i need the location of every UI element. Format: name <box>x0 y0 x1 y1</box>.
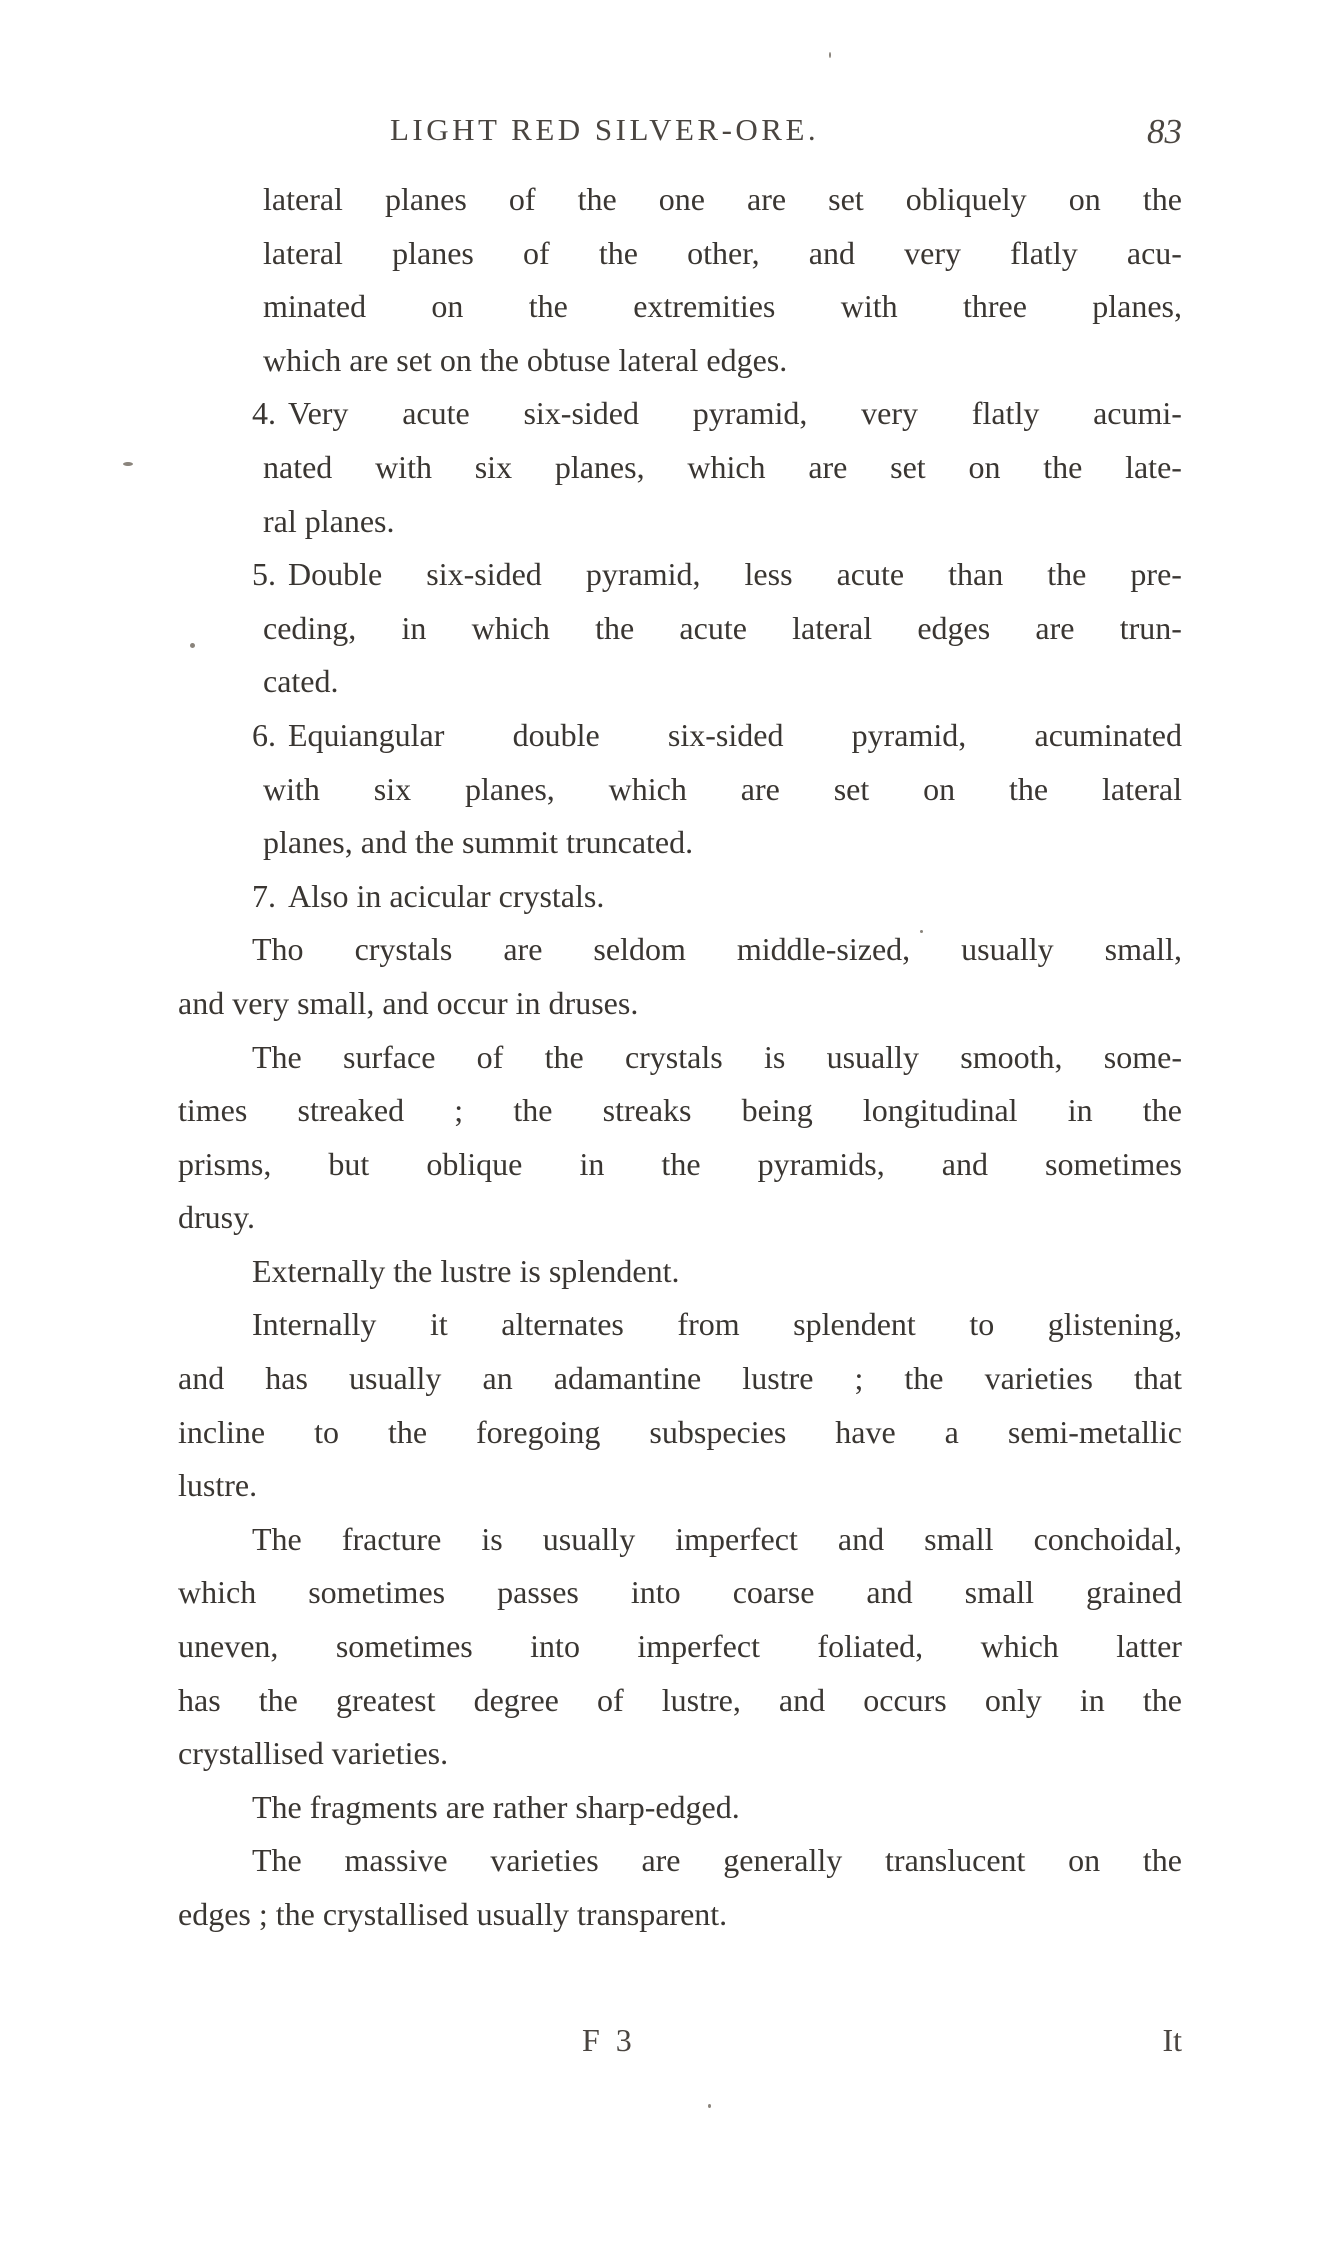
line-text: drusy. <box>178 1199 256 1236</box>
text-line <box>178 548 1182 602</box>
line-text: times streaked ; the streaks being longitudinal in the <box>178 1092 1182 1129</box>
text-line <box>178 1566 1182 1620</box>
text-line <box>178 1298 1182 1352</box>
text-line <box>178 441 1182 495</box>
text-line <box>178 495 1182 549</box>
line-text: lateral planes of the other, and very flatly acu- <box>263 234 1182 271</box>
catchword: It <box>1162 2022 1182 2058</box>
line-text: which sometimes passes into coarse and small grained <box>178 1574 1182 1611</box>
line-text: cated. <box>263 663 339 700</box>
line-text: lustre. <box>178 1467 258 1504</box>
text-line <box>178 709 1182 763</box>
text-line <box>178 1406 1182 1460</box>
line-text: ral planes. <box>263 502 395 539</box>
line-text: Very acute six-sided pyramid, very flatly acumi- <box>288 395 1182 432</box>
text-line <box>178 655 1182 709</box>
line-text: Internally it alternates from splendent to glistening, <box>252 1306 1182 1343</box>
text-line <box>178 173 1182 227</box>
text-line <box>178 227 1182 281</box>
running-title: LIGHT RED SILVER-ORE. <box>390 112 820 147</box>
text-line <box>178 977 1182 1031</box>
ink-speck <box>190 643 195 648</box>
page-footer <box>582 2022 1182 2072</box>
text-line <box>178 1352 1182 1406</box>
text-line <box>178 1191 1182 1245</box>
text-line <box>178 923 1182 977</box>
text-line <box>178 1138 1182 1192</box>
text-line <box>178 1513 1182 1567</box>
line-text: Equiangular double six-sided pyramid, acuminated <box>288 716 1182 753</box>
line-text: nated with six planes, which are set on the late- <box>263 448 1182 485</box>
line-text: uneven, sometimes into imperfect foliated, which latter <box>178 1628 1182 1665</box>
text-line <box>178 870 1182 924</box>
text-line <box>178 1674 1182 1728</box>
body-text <box>178 173 1182 1942</box>
page-number: 83 <box>1147 112 1182 151</box>
line-text: edges ; the crystallised usually transparent. <box>178 1896 728 1932</box>
line-text: The fragments are rather sharp-edged. <box>252 1788 740 1825</box>
line-text: prisms, but oblique in the pyramids, and sometimes <box>178 1145 1182 1182</box>
text-line <box>178 1620 1182 1674</box>
line-text: minated on the extremities with three planes, <box>263 288 1182 325</box>
text-line <box>178 1084 1182 1138</box>
line-text: lateral planes of the one are set obliquely on the <box>263 181 1182 217</box>
line-text: and has usually an adamantine lustre ; the varieties that <box>178 1360 1182 1397</box>
line-text: ceding, in which the acute lateral edges are trun- <box>263 609 1182 646</box>
line-text: has the greatest degree of lustre, and occurs only in the <box>178 1681 1182 1718</box>
text-line <box>178 334 1182 388</box>
item-number: 5. <box>252 556 276 593</box>
line-text: Double six-sided pyramid, less acute than the pre- <box>288 556 1182 593</box>
text-line <box>178 1781 1182 1835</box>
line-text: The fracture is usually imperfect and small conchoidal, <box>252 1520 1182 1557</box>
line-text: The surface of the crystals is usually smooth, some- <box>252 1038 1182 1075</box>
item-number: 6. <box>252 716 276 753</box>
line-text: which are set on the obtuse lateral edges. <box>263 341 788 378</box>
ink-speck <box>123 462 133 466</box>
item-number: 4. <box>252 395 276 432</box>
line-text: crystallised varieties. <box>178 1735 449 1772</box>
text-line <box>178 1727 1182 1781</box>
line-text: Also in acicular crystals. <box>288 877 605 914</box>
text-line <box>178 1459 1182 1513</box>
text-line <box>178 1031 1182 1085</box>
ink-speck <box>708 2104 711 2108</box>
line-text: Externally the lustre is splendent. <box>252 1252 680 1289</box>
line-text: Tho crystals are seldom middle-sized, usually small, <box>252 931 1182 968</box>
line-text: incline to the foregoing subspecies have a semi-metallic <box>178 1413 1182 1450</box>
text-line <box>178 280 1182 334</box>
ink-speck <box>829 52 831 58</box>
text-line <box>178 1245 1182 1299</box>
text-line <box>178 1834 1182 1888</box>
signature-mark: F 3 <box>582 2022 636 2058</box>
item-number: 7. <box>252 877 276 914</box>
text-line <box>178 602 1182 656</box>
line-text: planes, and the summit truncated. <box>263 824 694 861</box>
ink-speck <box>920 930 923 933</box>
text-line <box>178 387 1182 441</box>
text-line <box>178 816 1182 870</box>
text-line <box>178 763 1182 817</box>
text-line <box>178 1888 1182 1942</box>
page-header <box>390 112 1182 172</box>
line-text: with six planes, which are set on the lateral <box>263 770 1182 807</box>
line-text: The massive varieties are generally translucent on the <box>252 1842 1182 1879</box>
line-text: and very small, and occur in druses. <box>178 984 639 1021</box>
